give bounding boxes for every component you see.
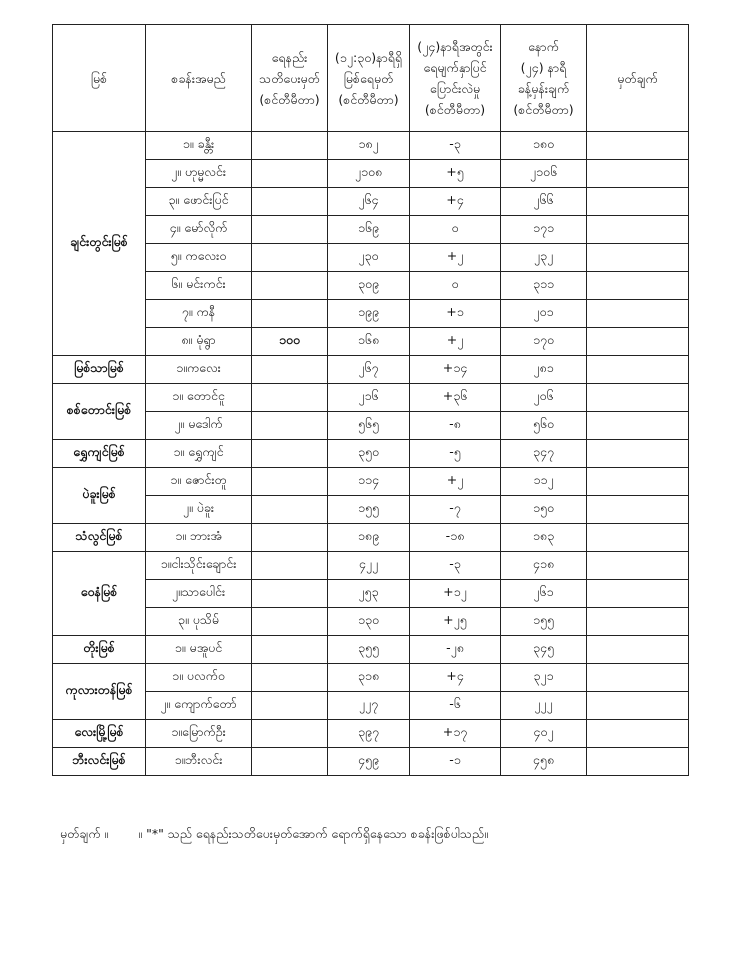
table-row (53, 524, 689, 552)
current-level-cell: ၁၁၄ (328, 468, 410, 496)
current-level-cell: ၃၅၀ (328, 440, 410, 468)
danger-level-cell (252, 272, 328, 300)
table-row (53, 664, 689, 692)
forecast-cell: ၂၂၂ (501, 692, 587, 720)
change-24h-cell: +၂ (410, 328, 501, 356)
table-row (53, 552, 689, 580)
current-level-cell: ၂၃၀ (328, 244, 410, 272)
change-24h-cell: -၁ (410, 748, 501, 776)
station-name: ၁။ဘီးလင်း (146, 748, 252, 776)
table-row (53, 356, 689, 384)
danger-level-cell (252, 664, 328, 692)
current-level-cell: ၁၈၂ (328, 132, 410, 160)
change-24h-cell: -၅ (410, 440, 501, 468)
danger-level-cell (252, 748, 328, 776)
station-name: ၇။ ကနီ (146, 300, 252, 328)
station-name: ၁။ မအူပင် (146, 636, 252, 664)
table-row (53, 328, 689, 356)
change-24h-cell: -၆ (410, 692, 501, 720)
station-name: ၁။ တောင်ငူ (146, 384, 252, 412)
change-24h-cell: +၄ (410, 188, 501, 216)
current-level-cell: ၂၅၃ (328, 580, 410, 608)
remarks-cell (587, 524, 689, 552)
forecast-cell: ၁၈၀ (501, 132, 587, 160)
forecast-cell: ၂၈၁ (501, 356, 587, 384)
current-level-cell: ၂၁၆ (328, 384, 410, 412)
danger-level-cell (252, 580, 328, 608)
change-24h-cell: +၁၂ (410, 580, 501, 608)
table-row (53, 720, 689, 748)
current-level-cell: ၁၆၉ (328, 216, 410, 244)
header-24h-change: (၂၄)နာရီအတွင်း ရေမျက်နှာပြင် ပြောင်းလဲမှု (စင်တီမီတာ) (410, 25, 501, 132)
current-level-cell: ၂၆၇ (328, 356, 410, 384)
table-row (53, 748, 689, 776)
change-24h-cell: +၄ (410, 664, 501, 692)
river-name: ချင်းတွင်းမြစ် (53, 132, 146, 356)
forecast-cell: ၁၅၅ (501, 608, 587, 636)
danger-level-cell (252, 636, 328, 664)
remarks-cell (587, 692, 689, 720)
table-row (53, 636, 689, 664)
station-name: ၁။ ပလက်ဝ (146, 664, 252, 692)
change-24h-cell: +၁ (410, 300, 501, 328)
current-level-cell: ၃၅၅ (328, 636, 410, 664)
danger-level-cell (252, 692, 328, 720)
danger-level-cell (252, 720, 328, 748)
change-24h-cell: +၂၅ (410, 608, 501, 636)
forecast-cell: ၂၀၆ (501, 384, 587, 412)
river-name: စစ်တောင်းမြစ် (53, 384, 146, 440)
station-name: ၂။ ဟုမ္မလင်း (146, 160, 252, 188)
forecast-cell: ၅၆၀ (501, 412, 587, 440)
remarks-cell (587, 412, 689, 440)
current-level-cell: ၃၉၇ (328, 720, 410, 748)
forecast-cell: ၂၀၁ (501, 300, 587, 328)
danger-level-cell (252, 384, 328, 412)
current-level-cell: ၄၅၉ (328, 748, 410, 776)
forecast-cell: ၂၁၀၆ (501, 160, 587, 188)
remarks-cell (587, 608, 689, 636)
danger-level-cell (252, 300, 328, 328)
current-level-cell: ၂၂၇ (328, 692, 410, 720)
station-name: ၂။ ကျောက်တော် (146, 692, 252, 720)
station-name: ၆။ မင်းကင်း (146, 272, 252, 300)
remarks-cell (587, 748, 689, 776)
change-24h-cell: ၀ (410, 272, 501, 300)
river-name: ကုလားတန်မြစ် (53, 664, 146, 720)
remarks-cell (587, 160, 689, 188)
current-level-cell: ၃၁၈ (328, 664, 410, 692)
station-name: ၁။ကလေး (146, 356, 252, 384)
footnote-text: ။ "*" သည် ရေနည်းသတိပေးမှတ်အောက် ရောက်ရှိနေသော စခန်းဖြစ်ပါသည်။ (138, 826, 488, 841)
remarks-cell (587, 356, 689, 384)
remarks-cell (587, 272, 689, 300)
forecast-cell: ၁၇၀ (501, 328, 587, 356)
table-row (53, 608, 689, 636)
forecast-cell: ၂၆၆ (501, 188, 587, 216)
station-name: ၁။ ဇောင်းတူ (146, 468, 252, 496)
table-row (53, 440, 689, 468)
footnote (60, 826, 488, 845)
footnote-label: မှတ်ချက် ။ (60, 826, 109, 841)
danger-level-cell (252, 608, 328, 636)
header-danger-level: ရေနည်း သတိပေးမှတ် (စင်တီမီတာ) (252, 25, 328, 132)
station-name: ၁။မြောက်ဦး (146, 720, 252, 748)
danger-level-cell (252, 496, 328, 524)
table-row (53, 580, 689, 608)
table-row (53, 300, 689, 328)
station-name: ၂။ ပဲခူး (146, 496, 252, 524)
current-level-cell: ၂၁၀၈ (328, 160, 410, 188)
danger-level-cell (252, 216, 328, 244)
river-name: လေးမြို့မြစ် (53, 720, 146, 748)
danger-level-cell (252, 132, 328, 160)
table-row (53, 496, 689, 524)
header-station: စခန်းအမည် (146, 25, 252, 132)
danger-level-cell (252, 524, 328, 552)
river-name: ရွှေကျင်မြစ် (53, 440, 146, 468)
station-name: ၁။ ရွှေကျင် (146, 440, 252, 468)
change-24h-cell: +၅ (410, 160, 501, 188)
table-row (53, 692, 689, 720)
station-name: ၁။ ခန္တီး (146, 132, 252, 160)
station-name: ၅။ ကလေးဝ (146, 244, 252, 272)
forecast-cell: ၄၁၈ (501, 552, 587, 580)
river-name: ဘီးလင်းမြစ် (53, 748, 146, 776)
station-name: ၁။ ဘားအံ (146, 524, 252, 552)
forecast-cell: ၂၃၂ (501, 244, 587, 272)
station-name: ၁။ငါးသိုင်းချောင်း (146, 552, 252, 580)
danger-level-cell (252, 356, 328, 384)
change-24h-cell: +၁၇ (410, 720, 501, 748)
table-row (53, 188, 689, 216)
current-level-cell: ၂၆၄ (328, 188, 410, 216)
remarks-cell (587, 300, 689, 328)
danger-level-cell: ၁၀၀ (252, 328, 328, 356)
table-body (53, 132, 689, 776)
danger-level-cell (252, 244, 328, 272)
forecast-cell: ၃၄၅ (501, 636, 587, 664)
forecast-cell: ၃၄၇ (501, 440, 587, 468)
forecast-cell: ၄၀၂ (501, 720, 587, 748)
station-name: ၃။ ဖောင်းပြင် (146, 188, 252, 216)
current-level-cell: ၁၈၉ (328, 524, 410, 552)
station-name: ၈။ မုံရွာ (146, 328, 252, 356)
forecast-cell: ၃၂၁ (501, 664, 587, 692)
river-name: သံလွင်မြစ် (53, 524, 146, 552)
change-24h-cell: -၂၈ (410, 636, 501, 664)
current-level-cell: ၅၆၅ (328, 412, 410, 440)
remarks-cell (587, 384, 689, 412)
change-24h-cell: -၁၈ (410, 524, 501, 552)
forecast-cell: ၄၅၈ (501, 748, 587, 776)
change-24h-cell: +၂ (410, 244, 501, 272)
danger-level-cell (252, 160, 328, 188)
current-level-cell: ၁၆၈ (328, 328, 410, 356)
table-row (53, 244, 689, 272)
remarks-cell (587, 664, 689, 692)
change-24h-cell: -၈ (410, 412, 501, 440)
change-24h-cell: +၁၄ (410, 356, 501, 384)
change-24h-cell: +၃၆ (410, 384, 501, 412)
danger-level-cell (252, 188, 328, 216)
danger-level-cell (252, 468, 328, 496)
change-24h-cell: -၃ (410, 132, 501, 160)
danger-level-cell (252, 440, 328, 468)
table-row (53, 272, 689, 300)
header-current-level: (၁၂:၃၀)နာရီရှိ မြစ်ရေမှတ် (စင်တီမီတာ) (328, 25, 410, 132)
station-name: ၄။ မော်လိုက် (146, 216, 252, 244)
forecast-cell: ၁၇၁ (501, 216, 587, 244)
header-remarks: မှတ်ချက် (587, 25, 689, 132)
change-24h-cell: +၂ (410, 468, 501, 496)
forecast-cell: ၁၈၃ (501, 524, 587, 552)
water-level-table (52, 24, 689, 776)
table-row (53, 160, 689, 188)
change-24h-cell: -၇ (410, 496, 501, 524)
remarks-cell (587, 580, 689, 608)
remarks-cell (587, 132, 689, 160)
table-row (53, 132, 689, 160)
header-forecast: နောက် (၂၄) နာရီ ခန့်မှန်းချက် (စင်တီမီတာ) (501, 25, 587, 132)
current-level-cell: ၃၀၉ (328, 272, 410, 300)
remarks-cell (587, 636, 689, 664)
forecast-cell: ၂၆၁ (501, 580, 587, 608)
table-row (53, 216, 689, 244)
danger-level-cell (252, 412, 328, 440)
table-row (53, 468, 689, 496)
forecast-cell: ၁၅၀ (501, 496, 587, 524)
table-row (53, 384, 689, 412)
remarks-cell (587, 244, 689, 272)
remarks-cell (587, 328, 689, 356)
current-level-cell: ၄၂၂ (328, 552, 410, 580)
header-row (53, 25, 689, 132)
station-name: ၂။ မဒေါက် (146, 412, 252, 440)
river-name: မြစ်သာမြစ် (53, 356, 146, 384)
remarks-cell (587, 188, 689, 216)
station-name: ၂။သာပေါင်း (146, 580, 252, 608)
table-row (53, 412, 689, 440)
station-name: ၃။ ပုသိမ် (146, 608, 252, 636)
current-level-cell: ၁၃၀ (328, 608, 410, 636)
danger-level-cell (252, 552, 328, 580)
current-level-cell: ၁၅၅ (328, 496, 410, 524)
remarks-cell (587, 440, 689, 468)
river-name: ဝေနံမြစ် (53, 552, 146, 636)
change-24h-cell: ၀ (410, 216, 501, 244)
remarks-cell (587, 552, 689, 580)
river-name: တိုးမြစ် (53, 636, 146, 664)
remarks-cell (587, 720, 689, 748)
remarks-cell (587, 468, 689, 496)
forecast-cell: ၃၁၁ (501, 272, 587, 300)
river-name: ပဲခူးမြစ် (53, 468, 146, 524)
header-river: မြစ် (53, 25, 146, 132)
remarks-cell (587, 216, 689, 244)
current-level-cell: ၁၉၉ (328, 300, 410, 328)
forecast-cell: ၁၁၂ (501, 468, 587, 496)
change-24h-cell: -၃ (410, 552, 501, 580)
remarks-cell (587, 496, 689, 524)
